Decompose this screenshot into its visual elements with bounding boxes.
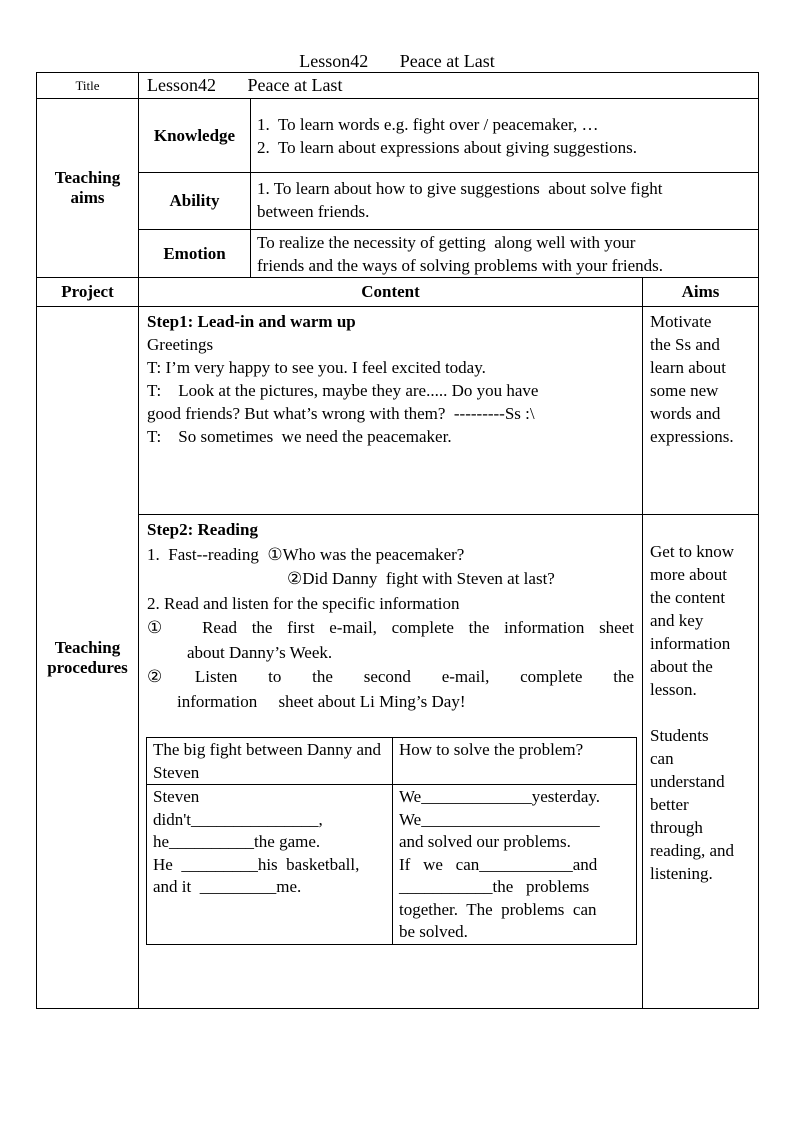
knowledge-label: Knowledge xyxy=(139,99,251,173)
knowledge-row xyxy=(37,99,759,173)
sheet-left-header: The big fight between Danny and Steven xyxy=(147,738,393,785)
sheet-right-body xyxy=(393,785,637,945)
sheet-right-line: and solved our problems. xyxy=(399,832,571,851)
aims-line: about the xyxy=(650,657,713,676)
aims-line: reading, and xyxy=(650,841,735,860)
aims-line: understand xyxy=(650,772,725,791)
aims-line: can xyxy=(650,749,674,768)
sheet-left-line: Steven xyxy=(153,787,200,806)
knowledge-line: 1. To learn words e.g. fight over / peacemaker, … xyxy=(257,115,599,134)
aims-line: the Ss and xyxy=(650,335,720,354)
step1-line: T: So sometimes we need the peacemaker. xyxy=(147,427,452,446)
sheet-right-line: We_____________yesterday. xyxy=(399,787,601,806)
sheet-right-line: together. The problems can xyxy=(399,899,597,919)
title-row xyxy=(37,73,759,99)
aims-line: Students xyxy=(650,726,709,745)
task1-line: ① Read the first e-mail, complete the information sheet xyxy=(147,618,634,637)
emotion-line: To realize the necessity of getting along well with your xyxy=(257,233,636,252)
step1-content xyxy=(139,307,643,515)
teaching-aims-label: Teaching aims xyxy=(37,99,139,278)
task2-line: ② Listen to the second e-mail, complete the xyxy=(147,667,634,686)
sheet-left-body xyxy=(147,785,393,945)
fast-reading-prefix: 1. Fast--reading xyxy=(147,544,259,564)
aims-header: Aims xyxy=(643,278,759,307)
step1-line: good friends? But what’s wrong with them? ---------Ss :\ xyxy=(147,404,535,423)
step1-aims xyxy=(643,307,759,515)
project-header: Project xyxy=(37,278,139,307)
fast-reading-q2: ②Did Danny fight with Steven at last? xyxy=(287,569,555,588)
sheet-right-line: ___________the problems xyxy=(399,877,590,896)
step1-line: Greetings xyxy=(147,335,214,354)
sheet-right-line: be solved. xyxy=(399,922,468,941)
aims-line: Motivate xyxy=(650,312,712,331)
aims-line: Get to know xyxy=(650,542,735,561)
content-header: Content xyxy=(139,278,643,307)
sheet-left-line: didn't_______________, xyxy=(153,809,323,829)
step2-heading: Step2: Reading xyxy=(147,520,258,539)
aims-line: words and xyxy=(650,404,721,423)
aims-line: lesson. xyxy=(650,680,697,699)
step1-line: T: Look at the pictures, maybe they are..... Do you have xyxy=(147,381,539,400)
emotion-line: friends and the ways of solving problems with your friends. xyxy=(257,256,664,275)
sheet-header-row xyxy=(147,738,637,785)
knowledge-line: 2. To learn about expressions about giving suggestions. xyxy=(257,138,638,157)
sheet-body-row xyxy=(147,785,637,945)
document-title: Lesson42 Peace at Last xyxy=(299,51,495,71)
aims-line: some new xyxy=(650,381,719,400)
emotion-label: Emotion xyxy=(139,230,251,278)
task2-line: information sheet about Li Ming’s Day! xyxy=(177,691,466,711)
sheet-right-header: How to solve the problem? xyxy=(393,738,637,785)
aims-line: learn about xyxy=(650,358,726,377)
task1-line: about Danny’s Week. xyxy=(187,642,333,662)
ability-line: 1. To learn about how to give suggestions about solve fight xyxy=(257,179,663,198)
aims-line: through xyxy=(650,818,703,837)
column-header-row xyxy=(37,278,759,307)
aims-line: more about xyxy=(650,565,727,584)
sheet-right-line: We_____________________ xyxy=(399,809,600,829)
read-listen-line: 2. Read and listen for the specific information xyxy=(147,593,460,613)
emotion-row xyxy=(37,230,759,278)
step1-row xyxy=(37,307,759,515)
teaching-procedures-label: Teaching procedures xyxy=(37,307,139,1009)
aims-line: better xyxy=(650,795,689,814)
sheet-left-line: he__________the game. xyxy=(153,832,321,851)
sheet-right-line: If we can___________and xyxy=(399,854,598,874)
ability-line: between friends. xyxy=(257,202,370,221)
step2-row xyxy=(37,515,759,1009)
step1-line: T: I’m very happy to see you. I feel excited today. xyxy=(147,358,486,377)
knowledge-content xyxy=(251,99,759,173)
aims-line: listening. xyxy=(650,864,713,883)
aims-line: information xyxy=(650,634,731,653)
title-label: Title xyxy=(37,73,139,99)
sheet-left-line: and it _________me. xyxy=(153,877,302,896)
step2-aims xyxy=(643,515,759,1009)
aims-line: expressions. xyxy=(650,427,734,446)
aims-line: the content xyxy=(650,588,726,607)
emotion-content xyxy=(251,230,759,278)
ability-row xyxy=(37,173,759,230)
information-sheet xyxy=(146,737,637,945)
aims-spacer xyxy=(650,701,754,724)
step2-content xyxy=(139,515,643,1009)
ability-label: Ability xyxy=(139,173,251,230)
sheet-left-line: He _________his basketball, xyxy=(153,854,360,874)
lesson-plan-table xyxy=(36,72,759,1009)
step1-heading: Step1: Lead-in and warm up xyxy=(147,312,356,331)
aims-line: and key xyxy=(650,611,704,630)
fast-reading-q1: ①Who was the peacemaker? xyxy=(267,544,465,564)
title-value: Lesson42 Peace at Last xyxy=(139,73,759,99)
ability-content xyxy=(251,173,759,230)
fast-reading-line xyxy=(139,543,642,568)
